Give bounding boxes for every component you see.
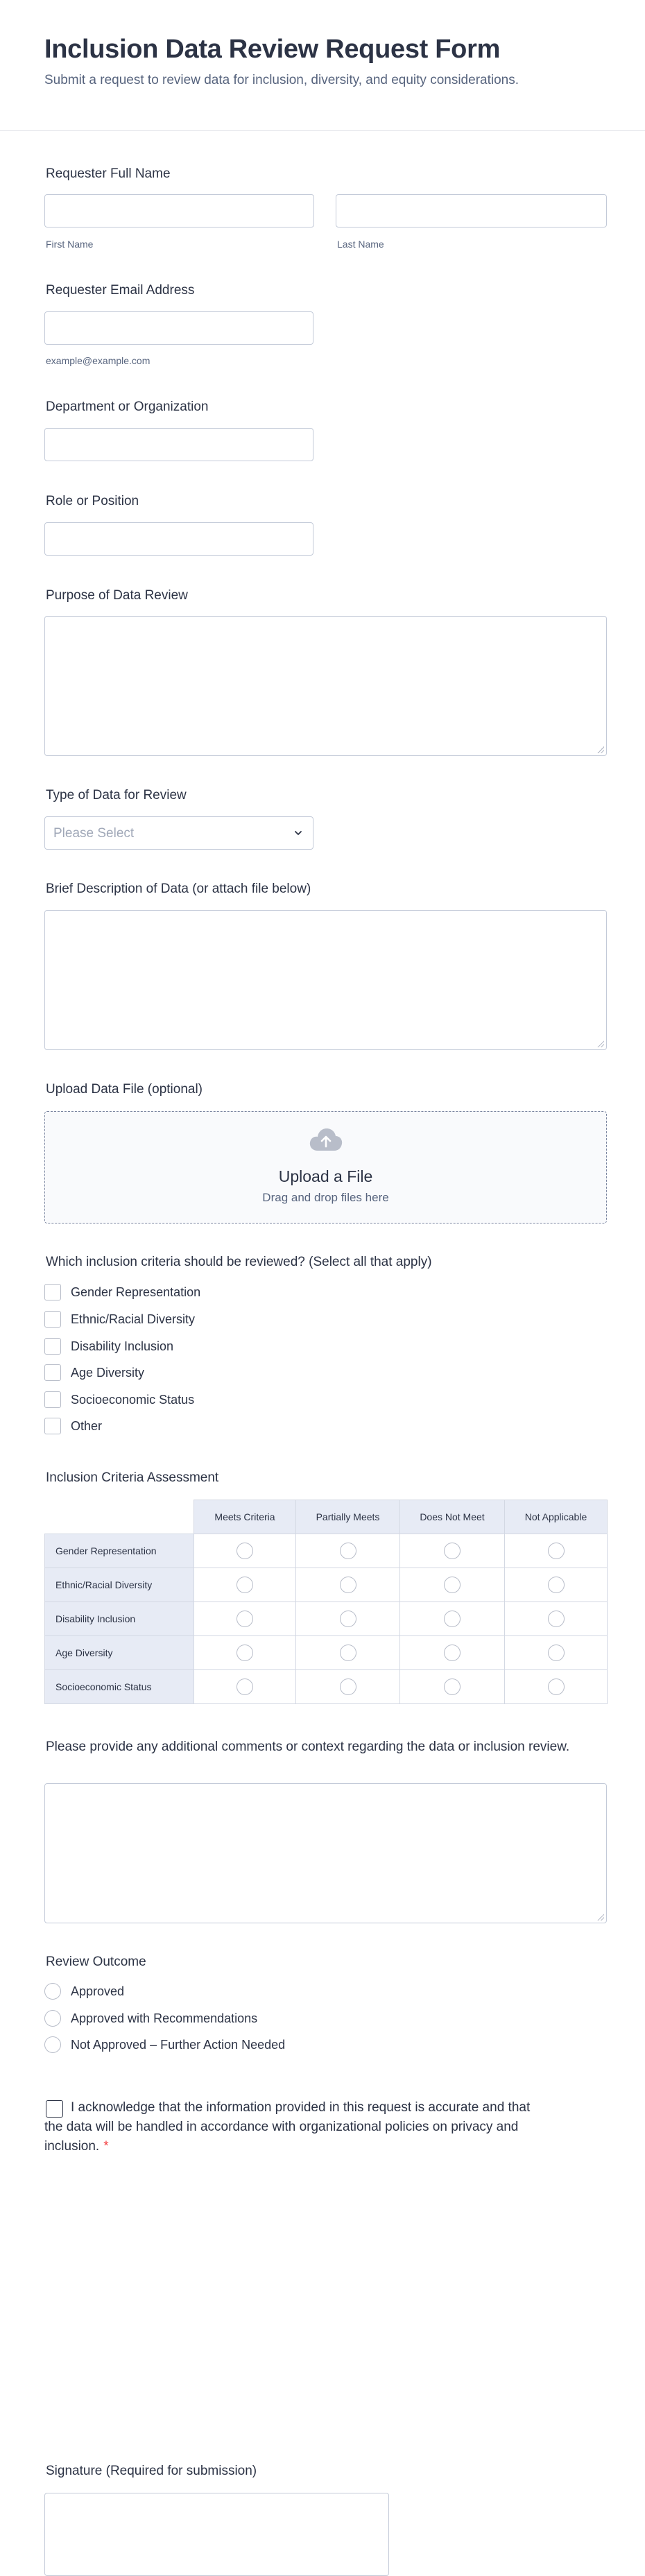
criteria-label: Which inclusion criteria should be reviewed? (Select all that apply) bbox=[46, 1255, 432, 1269]
matrix-radio[interactable] bbox=[444, 1678, 461, 1695]
matrix-radio[interactable] bbox=[548, 1577, 565, 1593]
matrix-row bbox=[45, 1568, 608, 1602]
checkbox-label: Ethnic/Racial Diversity bbox=[71, 1312, 196, 1326]
required-marker: * bbox=[103, 2139, 109, 2154]
data-type-label: Type of Data for Review bbox=[46, 788, 187, 802]
radio-option[interactable] bbox=[44, 2009, 257, 2027]
select-placeholder: Please Select bbox=[53, 826, 135, 841]
radio-label: Not Approved – Further Action Needed bbox=[71, 2037, 286, 2052]
matrix-radio[interactable] bbox=[548, 1645, 565, 1661]
matrix-radio[interactable] bbox=[444, 1577, 461, 1593]
matrix-radio[interactable] bbox=[340, 1611, 356, 1627]
checkbox[interactable] bbox=[44, 1391, 61, 1408]
role-label: Role or Position bbox=[46, 494, 139, 508]
form-title: Inclusion Data Review Request Form bbox=[44, 35, 501, 64]
upload-label: Upload Data File (optional) bbox=[46, 1082, 203, 1097]
checkbox-label: Other bbox=[71, 1418, 103, 1433]
checkbox[interactable] bbox=[44, 1418, 61, 1434]
upload-subtitle: Drag and drop files here bbox=[262, 1191, 389, 1204]
file-upload-dropzone[interactable] bbox=[44, 1111, 607, 1223]
acknowledge-label: I acknowledge that the information provided in this request is accurate and that the data will be handled in accordance with organizational policies on privacy and inclusion. bbox=[44, 2100, 531, 2154]
checkbox-label: Socioeconomic Status bbox=[71, 1392, 195, 1407]
matrix-radio[interactable] bbox=[340, 1645, 356, 1661]
checkbox-label: Gender Representation bbox=[71, 1285, 201, 1299]
radio-button[interactable] bbox=[44, 1983, 61, 2000]
radio-label: Approved bbox=[71, 1984, 125, 1998]
matrix-row-label: Gender Representation bbox=[45, 1534, 194, 1568]
radio-option[interactable] bbox=[44, 2036, 285, 2054]
radio-option[interactable] bbox=[44, 1982, 124, 2000]
matrix-radio[interactable] bbox=[444, 1611, 461, 1627]
radio-label: Approved with Recommendations bbox=[71, 2011, 258, 2025]
matrix-radio[interactable] bbox=[237, 1611, 253, 1627]
purpose-label: Purpose of Data Review bbox=[46, 588, 188, 603]
matrix-radio[interactable] bbox=[237, 1645, 253, 1661]
form-subtitle: Submit a request to review data for inclusion, diversity, and equity considerations. bbox=[44, 73, 519, 87]
matrix-row-label: Disability Inclusion bbox=[45, 1602, 194, 1636]
assessment-matrix bbox=[44, 1500, 608, 1704]
matrix-radio[interactable] bbox=[237, 1577, 253, 1593]
cloud-upload-icon bbox=[309, 1127, 343, 1153]
form-header bbox=[0, 0, 645, 131]
checkbox[interactable] bbox=[44, 1364, 61, 1381]
checkbox[interactable] bbox=[44, 1284, 61, 1300]
role-input[interactable] bbox=[44, 522, 313, 556]
comments-label: Please provide any additional comments or context regarding the data or inclusion review. bbox=[46, 1740, 570, 1754]
assessment-label: Inclusion Criteria Assessment bbox=[46, 1470, 219, 1485]
department-input[interactable] bbox=[44, 428, 313, 461]
description-textarea[interactable] bbox=[44, 910, 607, 1050]
description-label: Brief Description of Data (or attach file below) bbox=[46, 882, 311, 896]
checkbox[interactable] bbox=[44, 1338, 61, 1355]
purpose-textarea[interactable] bbox=[44, 616, 607, 756]
matrix-row-label: Age Diversity bbox=[45, 1636, 194, 1670]
first-name-sublabel: First Name bbox=[46, 239, 94, 250]
full-name-label: Requester Full Name bbox=[46, 166, 171, 181]
resize-handle[interactable] bbox=[597, 1914, 604, 1921]
signature-pad[interactable] bbox=[44, 2493, 389, 2576]
matrix-radio[interactable] bbox=[340, 1678, 356, 1695]
chevron-down-icon bbox=[293, 828, 303, 838]
checkbox-option[interactable] bbox=[44, 1391, 194, 1409]
last-name-sublabel: Last Name bbox=[337, 239, 384, 250]
matrix-row-label: Ethnic/Racial Diversity bbox=[45, 1568, 194, 1602]
resize-handle[interactable] bbox=[597, 746, 604, 753]
matrix-radio[interactable] bbox=[237, 1678, 253, 1695]
email-sublabel: example@example.com bbox=[46, 355, 150, 366]
radio-button[interactable] bbox=[44, 2036, 61, 2053]
matrix-column-header: Not Applicable bbox=[505, 1500, 608, 1534]
acknowledge-text bbox=[44, 2098, 544, 2156]
matrix-column-header: Partially Meets bbox=[296, 1500, 400, 1534]
department-label: Department or Organization bbox=[46, 400, 209, 414]
matrix-column-header: Meets Criteria bbox=[194, 1500, 296, 1534]
matrix-column-header: Does Not Meet bbox=[400, 1500, 505, 1534]
resize-handle[interactable] bbox=[597, 1040, 604, 1047]
checkbox-option[interactable] bbox=[44, 1417, 102, 1435]
checkbox-option[interactable] bbox=[44, 1337, 173, 1355]
signature-label: Signature (Required for submission) bbox=[46, 2464, 257, 2478]
matrix-radio[interactable] bbox=[548, 1543, 565, 1559]
checkbox-option[interactable] bbox=[44, 1364, 144, 1382]
matrix-row bbox=[45, 1670, 608, 1704]
radio-button[interactable] bbox=[44, 2010, 61, 2027]
matrix-row bbox=[45, 1534, 608, 1568]
matrix-radio[interactable] bbox=[548, 1611, 565, 1627]
first-name-input[interactable] bbox=[44, 194, 314, 227]
checkbox-label: Age Diversity bbox=[71, 1365, 145, 1380]
matrix-row bbox=[45, 1636, 608, 1670]
checkbox-label: Disability Inclusion bbox=[71, 1339, 174, 1353]
matrix-radio[interactable] bbox=[548, 1678, 565, 1695]
matrix-row-label: Socioeconomic Status bbox=[45, 1670, 194, 1704]
upload-title: Upload a File bbox=[278, 1167, 373, 1185]
checkbox-option[interactable] bbox=[44, 1283, 200, 1301]
matrix-row bbox=[45, 1602, 608, 1636]
matrix-radio[interactable] bbox=[340, 1543, 356, 1559]
data-type-select[interactable] bbox=[44, 816, 313, 850]
last-name-input[interactable] bbox=[336, 194, 607, 227]
matrix-radio[interactable] bbox=[444, 1543, 461, 1559]
email-input[interactable] bbox=[44, 311, 313, 345]
checkbox-option[interactable] bbox=[44, 1310, 195, 1328]
email-label: Requester Email Address bbox=[46, 283, 195, 298]
matrix-radio[interactable] bbox=[340, 1577, 356, 1593]
outcome-label: Review Outcome bbox=[46, 1955, 146, 1969]
matrix-radio[interactable] bbox=[237, 1543, 253, 1559]
matrix-corner bbox=[45, 1500, 194, 1534]
comments-textarea[interactable] bbox=[44, 1783, 607, 1923]
matrix-radio[interactable] bbox=[444, 1645, 461, 1661]
checkbox[interactable] bbox=[44, 1311, 61, 1328]
